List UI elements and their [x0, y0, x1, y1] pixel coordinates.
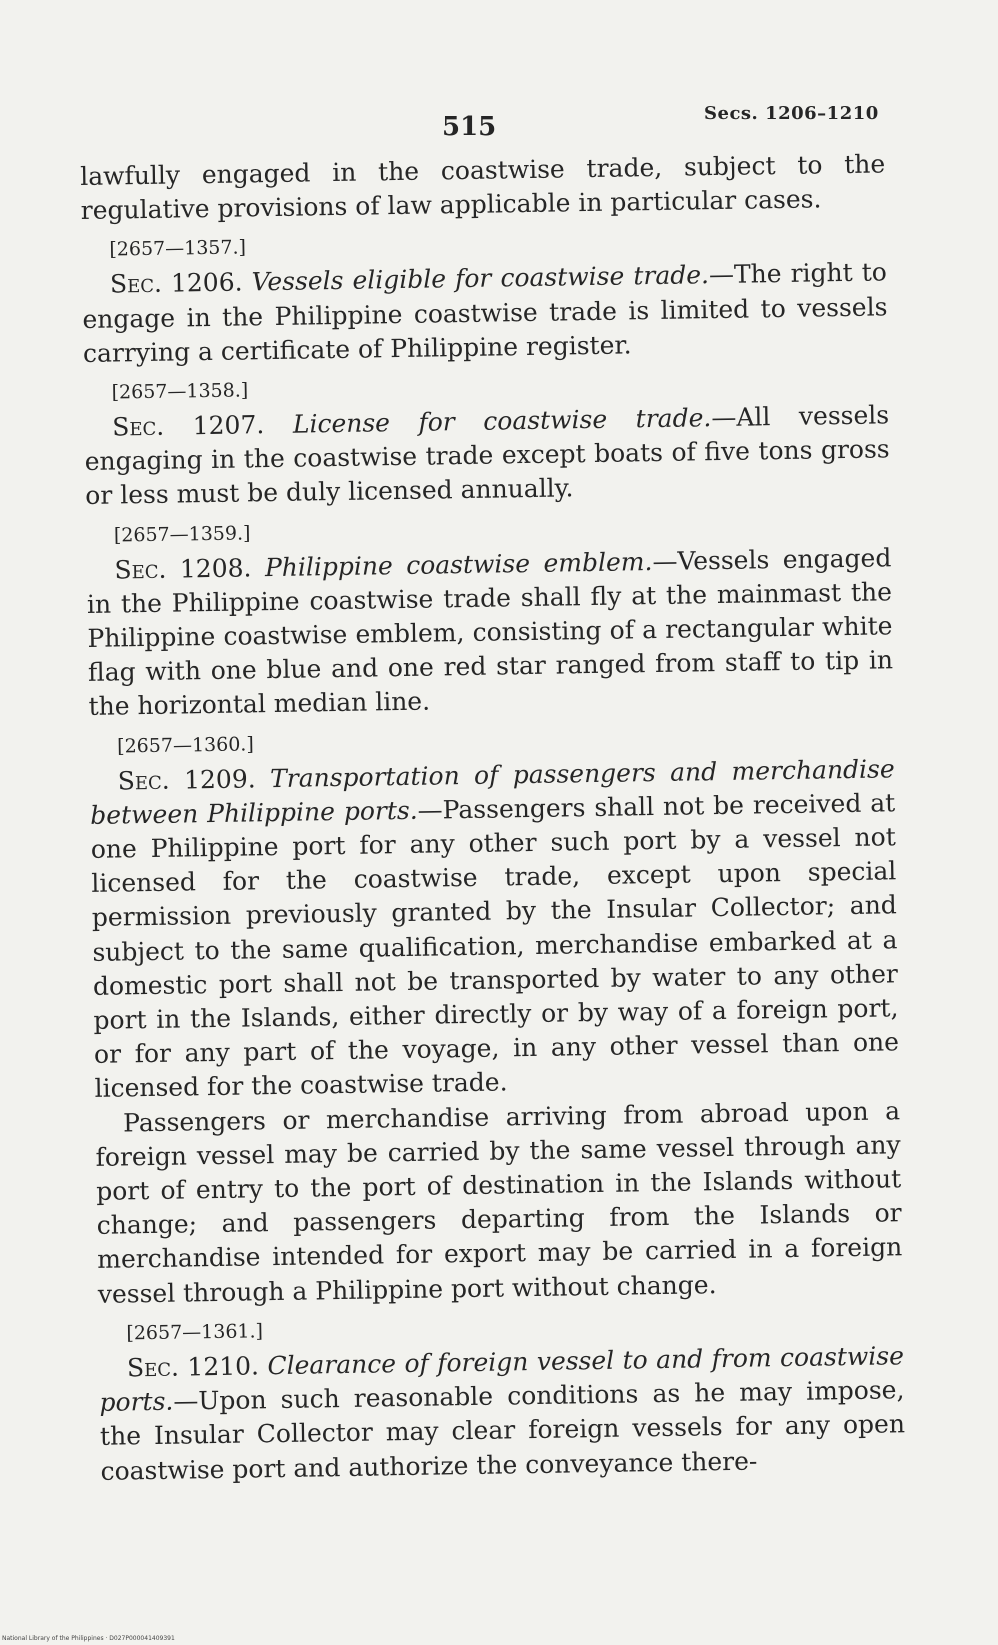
section-label: Sec. 1206.	[109, 267, 243, 299]
running-head: Secs. 1206–1210	[704, 103, 879, 124]
citation-1210: [2657—1361.]	[126, 1320, 264, 1345]
section-body: —All vessels engaging in the coastwise trade except boats of five tons gross or less must be duly licensed annually.	[84, 400, 890, 511]
section-1210	[99, 1339, 906, 1488]
section-1208	[86, 541, 894, 725]
citation-1209: [2657—1360.]	[117, 732, 254, 758]
citation-1208: [2657—1359.]	[113, 521, 251, 547]
section-1206	[82, 256, 889, 371]
footer-credit: National Library of the Philippines · D027P000041409391	[2, 1635, 175, 1642]
section-title: Clearance of foreign vessel to and from coastwise ports.	[99, 1341, 905, 1417]
section-label: Sec. 1208.	[114, 552, 252, 585]
section-title: Transportation of passengers and merchandise between Philippine ports.	[90, 753, 895, 830]
section-body: —Vessels engaged in the Philippine coastwise trade shall fly at the mainmast the Philippine coastwise emblem, consisting of a rectangular white flag with one blue and one red star ranged from staff to tip in the horizontal median line.	[86, 542, 894, 722]
section-title: License for coastwise trade.	[292, 403, 712, 439]
section-body: —The right to engage in the Philippine coastwise trade is limited to vessels carrying a certificate of Philippine register.	[82, 257, 888, 368]
section-label: Sec. 1207.	[111, 410, 265, 442]
section-1207	[84, 398, 891, 513]
section-body: —Passengers shall not be received at one Philippine port for any other such port by a vessel not licensed for the coastwise trade, except upon special permission previously granted by the Insular Collector; and subject to the same qualification, merchandise embarked at a domestic port shall not be transported by water to any other port in the Islands, either directly or by way of a foreign port, or for any part of the voyage, in any other vessel than one licensed for the coastwise trade.	[90, 788, 900, 1104]
section-1209-continuation: Passengers or merchandise arriving from abroad upon a foreign vessel may be carried by the same vessel through any port of entry to the port of destination in the Islands without change; and passengers departing from the Islands or merchandise intended for export may be carried in a foreign vessel through a Philippine port without change.	[95, 1095, 903, 1309]
body-text	[80, 147, 906, 1488]
section-1209	[89, 752, 899, 1107]
section-title: Vessels eligible for coastwise trade.	[251, 260, 710, 297]
section-label: Sec. 1209.	[117, 763, 256, 796]
section-title: Philippine coastwise emblem.	[264, 546, 653, 582]
section-body: —Upon such reasonable conditions as he may impose, the Insular Collector may clear foreign vessels for any open coastwise port and authorize the conveyance there-	[99, 1375, 906, 1486]
section-label: Sec. 1210.	[126, 1351, 260, 1383]
intro-paragraph: lawfully engaged in the coastwise trade, subject to the regulative provisions of law applicable in particular cases.	[80, 149, 886, 226]
citation-1206: [2657—1357.]	[109, 236, 247, 261]
page-number: 515	[442, 112, 497, 142]
citation-1207: [2657—1358.]	[111, 379, 249, 404]
